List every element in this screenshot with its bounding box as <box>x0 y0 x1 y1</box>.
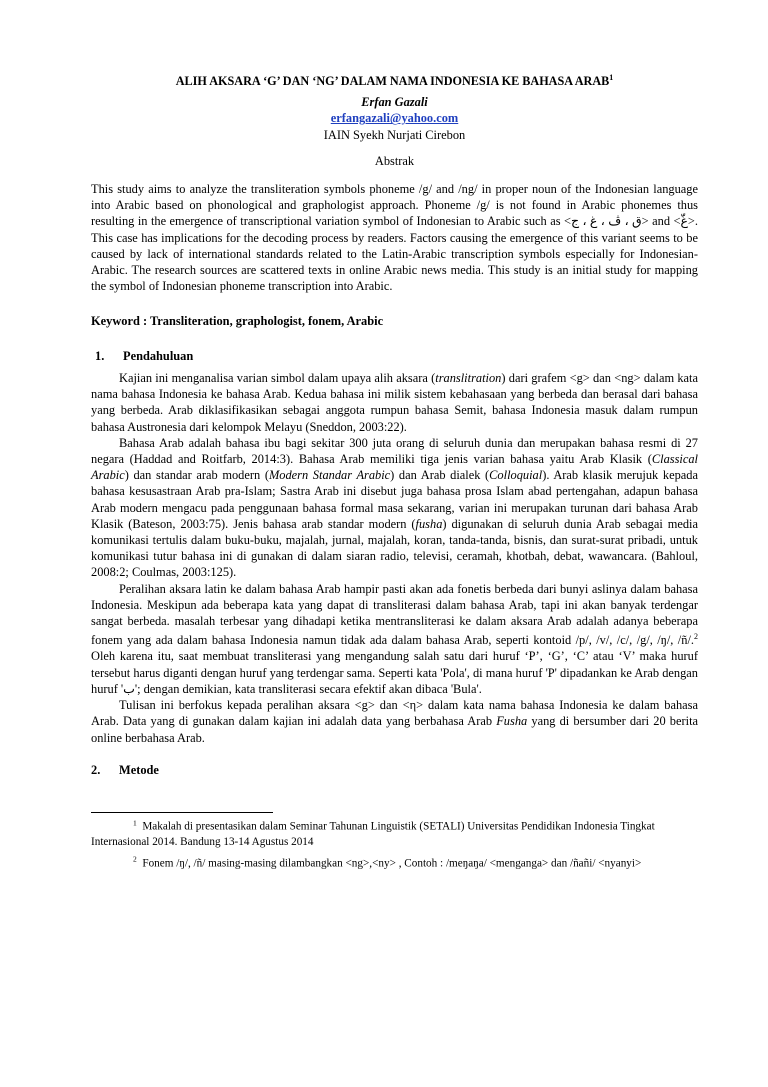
abstract-text: This study aims to analyze the transliteration symbols phoneme /g/ and /ng/ in proper noun of the Indonesian language into Arabic based on phonological and graphologist approach. Phoneme /g/ is not found in Arabic phonemes thus resulting in the emergence of transcriptional variation symbol of Indonesian to Arabic such as <ق ، ڤ ، غ ، ج> and <غّ>. This case has implications for the decoding process by readers. Factors causing the emergence of this variant seems to be caused by lack of international standards related to the Latin-Arabic transcription symbols especially for Indonesian-Arabic. The research sources are scattered texts in online Arabic news media. This study is an initial study for mapping the symbol of Indonesian phoneme transcription into Arabic. <box>91 182 698 294</box>
paragraph-4: Tulisan ini berfokus kepada peralihan aksara <g> dan <η> dalam kata nama bahasa Indonesia ke dalam bahasa Arab. Data yang di gunakan dalam kajian ini adalah data yang berbahasa Arab Fusha yang di bersumber dari 20 berita online berbahasa Arab. <box>91 698 699 745</box>
footnote-mark-2: 2 <box>694 632 698 642</box>
footnote-1: $^1$ Makalah di presentasikan dalam Seminar Tahunan Linguistik (SETALI) Universitas Pendidikan Indonesia Tingkat Internasional 2014. Bandung 13-14 Agustus 2014 <box>91 817 655 848</box>
author-institution: IAIN Syekh Nurjati Cirebon <box>323 127 466 142</box>
section-heading-pendahuluan: 1. Pendahuluan <box>95 348 194 363</box>
paper-title: ALIH AKSARA ‘G’ DAN ‘NG’ DALAM NAMA INDONESIA KE BAHASA ARAB$^1$ <box>175 73 614 89</box>
title-footnote-mark: 1 <box>609 73 614 82</box>
section-heading-metode: 2. Metode <box>91 762 159 777</box>
arabic-variant-ghain: غّ <box>680 214 688 229</box>
keywords: Keyword : Transliteration, graphologist, fonem, Arabic <box>91 313 384 328</box>
arabic-variants: ق ، ڤ ، غ ، ج <box>570 214 642 229</box>
footnote-2: $^2$ Fonem /ŋ/, /ñ/ masing-masing dilambangkan <ng>,<ny> , Contoh : /meŋaŋa/ <menganga> dan /ñañi/ <nyanyi> <box>133 854 642 870</box>
footnote-separator <box>91 812 273 813</box>
paragraph-1: Kajian ini menganalisa varian simbol dalam upaya alih aksara (translitration) dari grafem <g> dan <ng> dalam kata nama bahasa Indonesia ke bahasa Arab. Kedua bahasa ini milik sistem kebahasaan yang berbeda dan berasal dari bahasa yang berbeda. Arab diklasifikasikan sebagai anggota rumpun bahasa Semit, bahasa Indonesia masuk dalam rumpun bahasa Austronesia dari kelompok Melayu (Sneddon, 2003:22). <box>91 370 698 434</box>
document-page <box>91 62 698 871</box>
paragraph-3: Peralihan aksara latin ke dalam bahasa Arab hampir pasti akan ada fonetis berbeda dari bunyi aslinya dalam bahasa Indonesia. Meskipun ada beberapa kata yang dapat di transliterasi dalam bahasa Arab, tapi ini akan banyak terdengar sangat berbeda. masalah terbesar yang dihadapi ketika mentransliterasi ke dalam aksara Arab adalah adanya beberapa fonem yang ada dalam bahasa Indonesia namun tidak ada dalam bahasa Arab, seperti kontoid /p/, /v/, /c/, /g/, /ŋ/, /ñ/.$^2$ Oleh karena itu, saat membuat transliterasi yang mengandung salah satu dari huruf ‘P’, ‘G’, ‘C’ atau ‘V’ maka huruf tersebut harus diganti dengan huruf yang terdengar sama. Seperti kata 'Pola', di mana huruf 'P' dipadankan ke Arab dengan huruf 'ب'; dengan demikian, kata transliterasi secara efektif akan dibaca 'Bula'. <box>91 581 698 696</box>
author-email-link[interactable]: erfangazali@yahoo.com <box>330 111 459 126</box>
paragraph-2: Bahasa Arab adalah bahasa ibu bagi sekitar 300 juta orang di seluruh dunia dan merupakan bahasa resmi di 27 negara (Haddad and Roitfarb, 2014:3). Bahasa Arab memiliki tiga jenis varian bahasa yaitu Arab Klasik (Classical Arabic) dan standar arab modern (Modern Standar Arabic) dan Arab dialek (Colloquial). Arab klasik merujuk kepada bahasa kesusastraan Arab pra-Islam; Sastra Arab ini disebut juga bahasa prosa Islam abad pertengahan, adapun bahasa Arab modern mengacu pada penggunaan bahasa formal masa sekarang, varian ini merupakan turunan dari bahasa Arab Klasik (Bateson, 2003:75). Jenis bahasa arab standar modern (fusha) digunakan di seluruh dunia Arab sebagai media komunikasi tertulis dalam buku-buku, majalah, jurnal, majalah, koran, tanda-tanda, bisnis, dan surat-surat pribadi, untuk komunikasi tutur bahasa ini di gunakan di dalam siaran radio, televisi, ceramah, khotbah, debat, wawancara. (Bahloul, 2008:2; Coulmas, 2003:125). <box>91 435 698 580</box>
abstract-heading: Abstrak <box>374 153 415 168</box>
arabic-letter-ba: ب <box>123 681 135 696</box>
author-name: Erfan Gazali <box>361 95 428 110</box>
